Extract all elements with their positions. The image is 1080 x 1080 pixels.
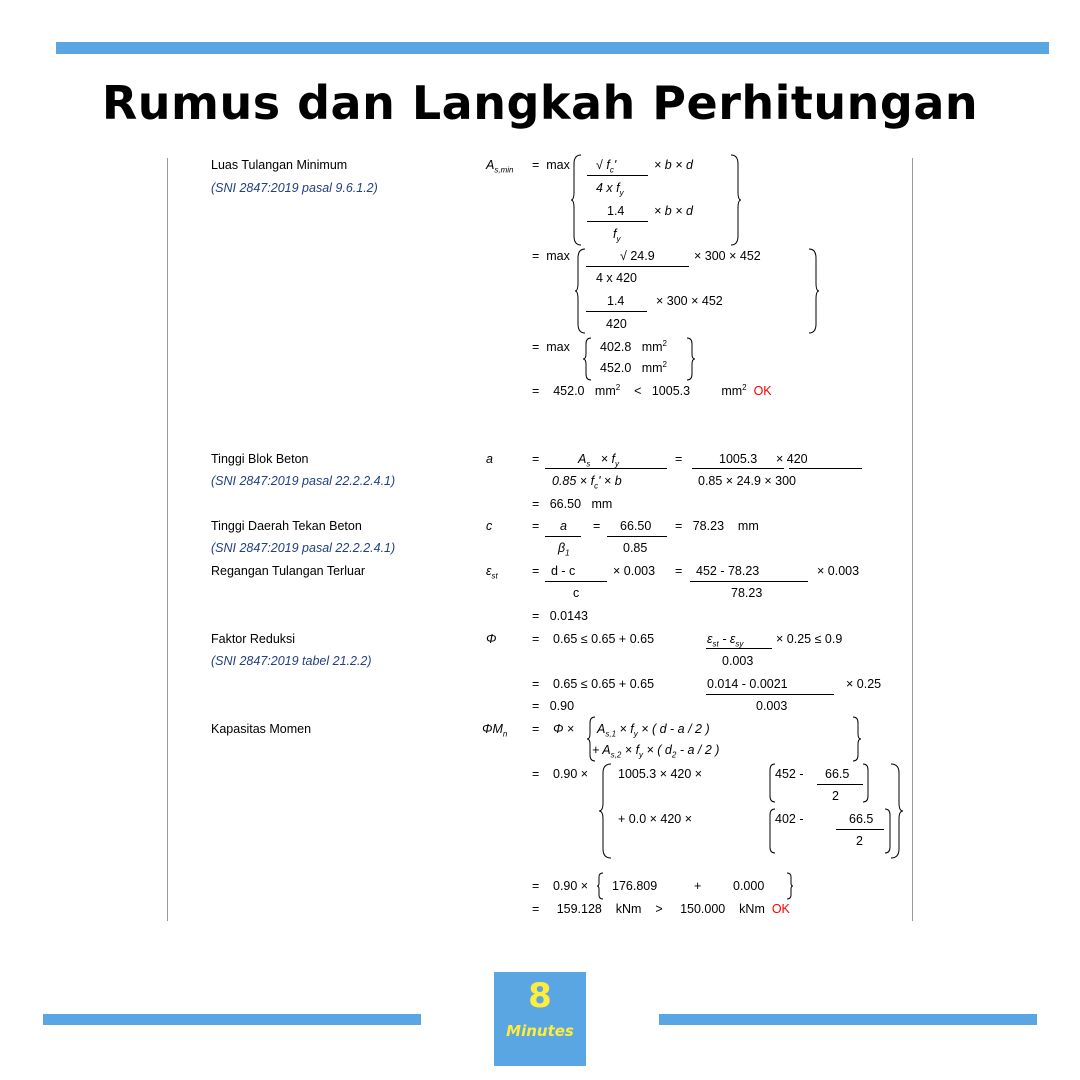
- equals-sign: = max: [532, 249, 570, 263]
- right-brace: [852, 716, 862, 762]
- right-rule: [912, 158, 913, 921]
- logo-number: 8: [528, 976, 552, 1016]
- right-brace: [686, 337, 696, 381]
- f1-denominator: c: [573, 586, 580, 600]
- num-row1-tail: × 300 × 452: [694, 249, 761, 263]
- n-row2-frac-num: 66.5: [849, 812, 874, 826]
- n-row1-inner: 452 -: [775, 767, 804, 781]
- result-row: = 78.23 mm: [675, 519, 759, 533]
- result-row: = 159.128 kNm > 150.000 kNm OK: [532, 902, 790, 916]
- right-brace: [730, 154, 742, 246]
- bottom-right-bar: [659, 1014, 1037, 1025]
- label-tinggi-blok: Tinggi Blok Beton: [211, 452, 309, 466]
- g1-head: Φ ×: [553, 722, 575, 736]
- equals-sign: =: [532, 767, 540, 781]
- l1-denominator: 0.003: [722, 654, 754, 668]
- fraction-bar: [586, 266, 689, 267]
- row2-numerator: 1.4: [607, 204, 625, 218]
- s-value2: 0.000: [733, 879, 765, 893]
- f2-denominator: 0.85 × 24.9 × 300: [698, 474, 797, 488]
- logo-word: Minutes: [506, 1022, 574, 1040]
- fraction-bar: [690, 581, 808, 582]
- n-row2-frac-den: 2: [856, 834, 863, 848]
- fraction-bar: [587, 175, 648, 176]
- f2-numerator-b: × 420: [776, 452, 808, 466]
- n-head: 0.90 ×: [553, 767, 589, 781]
- f2-denominator: 78.23: [731, 586, 763, 600]
- s-head: 0.90 ×: [553, 879, 589, 893]
- equals-sign: =: [532, 564, 540, 578]
- symbol-asmin: $A_{s,min}$: [486, 158, 514, 175]
- value-402: 402.8 $mm^2$: [600, 338, 667, 354]
- fraction-bar: [607, 536, 667, 537]
- ref-luas: (SNI 2847:2019 pasal 9.6.1.2): [211, 181, 378, 195]
- equals-sign: =: [532, 722, 540, 736]
- l1-tail: × 0.25 ≤ 0.9: [776, 632, 843, 646]
- f2-denominator: 0.85: [623, 541, 648, 555]
- label-tinggi-daerah: Tinggi Daerah Tekan Beton: [211, 519, 362, 533]
- result-row: = 452.0 $mm^2$ < 1005.3 $mm^2$ OK: [532, 382, 772, 398]
- f1-numerator: a: [560, 519, 567, 533]
- fraction-bar: [586, 311, 647, 312]
- brand-logo: [494, 972, 586, 1066]
- right-brace: [808, 248, 820, 334]
- left-brace: [596, 872, 604, 900]
- symbol-phi-mn: $\Phi M_n$: [482, 722, 508, 739]
- num-row1-denominator: 4 x 420: [596, 271, 638, 285]
- row1-numerator: √ $f_c'$: [596, 158, 617, 175]
- num-row1-numerator: √ 24.9: [620, 249, 655, 263]
- ok-badge: OK: [753, 384, 772, 398]
- result-row: = 66.50 mm: [532, 497, 613, 511]
- right-brace: [786, 872, 794, 900]
- symbol-epsilon-st: $\varepsilon_{st}$: [486, 564, 498, 581]
- left-rule: [167, 158, 168, 921]
- equals-sign: =: [675, 452, 683, 466]
- fraction-bar: [587, 221, 648, 222]
- label-kapasitas: Kapasitas Momen: [211, 722, 312, 736]
- s-value1: 176.809: [612, 879, 658, 893]
- ref-faktor: (SNI 2847:2019 tabel 21.2.2): [211, 654, 372, 668]
- result-row: = 0.90: [532, 699, 575, 713]
- f1-numerator: d - c: [551, 564, 576, 578]
- page-title: Rumus dan Langkah Perhitungan: [101, 76, 979, 130]
- f1-denominator: $\beta_1$: [558, 541, 570, 558]
- ok-badge: OK: [771, 902, 790, 916]
- left-brace: [574, 248, 586, 334]
- num-row2-numerator: 1.4: [607, 294, 625, 308]
- fraction-bar: [706, 648, 772, 649]
- bottom-left-bar: [43, 1014, 421, 1025]
- f2-numerator-a: 1005.3: [719, 452, 758, 466]
- l1-numerator: $\varepsilon_{st} - \varepsilon_{sy}$: [707, 632, 744, 649]
- symbol-phi: Φ: [486, 632, 497, 646]
- l1-head: 0.65 ≤ 0.65 + 0.65: [553, 632, 655, 646]
- equals-sign: = max: [532, 158, 570, 172]
- num-row2-tail: × 300 × 452: [656, 294, 723, 308]
- row1-denominator: 4 x $f_y$: [596, 181, 624, 198]
- g1-row1: $A_{s,1} \times f_y$ × ( d - a / 2 ): [597, 722, 710, 739]
- n-row2: + 0.0 × 420 ×: [618, 812, 693, 826]
- label-regangan: Regangan Tulangan Terluar: [211, 564, 366, 578]
- label-luas: Luas Tulangan Minimum: [211, 158, 348, 172]
- ref-tinggi-daerah: (SNI 2847:2019 pasal 22.2.2.4.1): [211, 541, 396, 555]
- g1-row2: + $A_{s,2} \times f_y$ × ( $d_2$ - a / 2 ): [592, 743, 720, 760]
- top-accent-bar: [56, 42, 1049, 54]
- fraction-bar: [789, 468, 862, 469]
- s-plus: +: [694, 879, 702, 893]
- equals-sign: =: [532, 879, 540, 893]
- right-paren: [862, 763, 870, 803]
- n-row1-frac-den: 2: [832, 789, 839, 803]
- equals-sign: =: [675, 564, 683, 578]
- f2-numerator: 66.50: [620, 519, 652, 533]
- symbol-c: c: [486, 519, 493, 533]
- fraction-bar: [545, 581, 607, 582]
- fraction-bar: [817, 784, 863, 785]
- fraction-bar: [545, 536, 581, 537]
- fraction-bar: [836, 829, 884, 830]
- l2-denominator: 0.003: [756, 699, 788, 713]
- row2-denominator: $f_y$: [613, 227, 621, 244]
- fraction-bar: [706, 694, 834, 695]
- value-452: 452.0 $mm^2$: [600, 359, 667, 375]
- f1-denominator: $0.85 \times f_c' \times b$: [552, 474, 622, 491]
- factor: × 0.003: [613, 564, 656, 578]
- equals-sign: =: [532, 632, 540, 646]
- row2-tail: × b × d: [654, 204, 693, 218]
- equals-sign: =: [532, 519, 540, 533]
- f2-tail: × 0.003: [817, 564, 860, 578]
- left-brace: [598, 763, 612, 859]
- equals-sign: = max: [532, 340, 570, 354]
- l2-numerator: 0.014 - 0.0021: [707, 677, 788, 691]
- equals-sign: =: [593, 519, 601, 533]
- n-row2-inner: 402 -: [775, 812, 804, 826]
- left-brace: [570, 154, 582, 246]
- ref-tinggi-blok: (SNI 2847:2019 pasal 22.2.2.4.1): [211, 474, 396, 488]
- left-brace: [582, 337, 592, 381]
- result-row: = 0.0143: [532, 609, 588, 623]
- f2-numerator: 452 - 78.23: [696, 564, 760, 578]
- fraction-bar: [545, 468, 667, 469]
- l2-tail: × 0.25: [846, 677, 882, 691]
- label-faktor: Faktor Reduksi: [211, 632, 296, 646]
- l2-head: 0.65 ≤ 0.65 + 0.65: [553, 677, 655, 691]
- equals-sign: =: [532, 677, 540, 691]
- fraction-bar: [692, 468, 784, 469]
- f1-numerator: $A_s$ × $f_y$: [578, 452, 620, 469]
- n-row1-frac-num: 66.5: [825, 767, 850, 781]
- symbol-a: a: [486, 452, 493, 466]
- row1-tail: × b × d: [654, 158, 693, 172]
- equals-sign: =: [532, 452, 540, 466]
- right-brace: [890, 763, 904, 859]
- num-row2-denominator: 420: [606, 317, 627, 331]
- n-row1: 1005.3 × 420 ×: [618, 767, 703, 781]
